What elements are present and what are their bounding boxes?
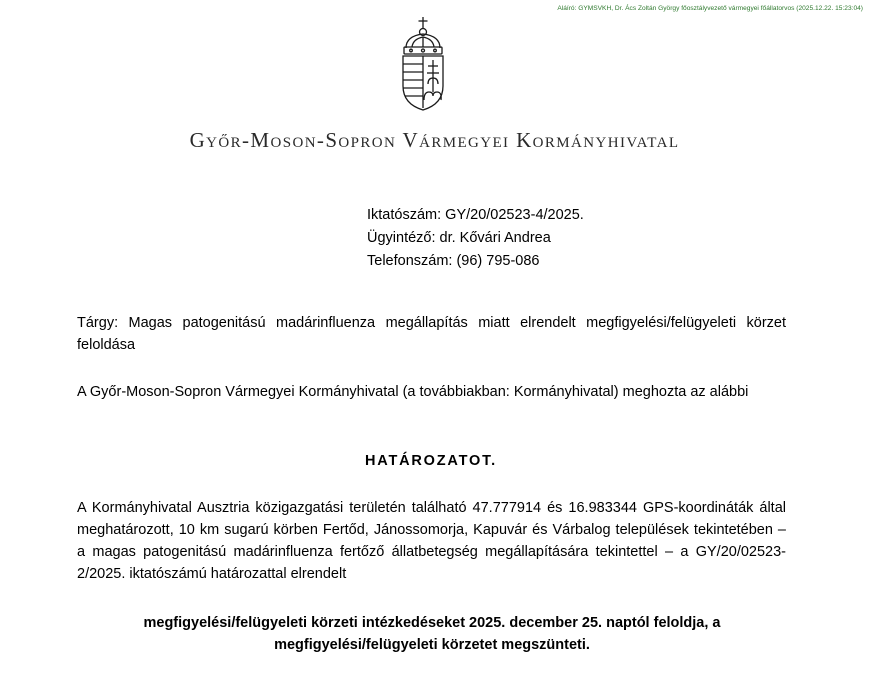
- phone-number: Telefonszám: (96) 795-086: [367, 253, 540, 269]
- ruling-statement: megfigyelési/felügyeleti körzeti intézkedéseket 2025. december 25. naptól feloldja, a megfigyelési/felügyeleti körzetet megszünteti.: [143, 615, 721, 653]
- file-number: Iktatószám: GY/20/02523-4/2025.: [367, 207, 584, 223]
- decision-heading: HATÁROZATOT.: [365, 453, 497, 469]
- document-metadata: [367, 204, 584, 273]
- digital-signature-line: Aláíró: GYMSVKH, Dr. Ács Zoltán György főosztályvezető vármegyei főállatorvos (2025.12.22. 15:23:04): [557, 5, 863, 12]
- subject-line: Tárgy: Magas patogenitású madárinfluenza megállapítás miatt elrendelt megfigyelési/felügyeleti körzet feloldása: [77, 315, 786, 353]
- hungarian-coat-of-arms-icon: [394, 16, 452, 112]
- intro-paragraph: A Győr-Moson-Sopron Vármegyei Kormányhivatal (a továbbiakban: Kormányhivatal) meghozta az alábbi: [77, 384, 749, 400]
- issuing-office-name: Győr-Moson-Sopron Vármegyei Kormányhivatal: [189, 128, 680, 152]
- case-officer: Ügyintéző: dr. Kővári Andrea: [367, 230, 551, 246]
- decision-body-paragraph: A Kormányhivatal Ausztria közigazgatási területén található 47.777914 és 16.983344 GPS-koordináták által meghatározott, 10 km sugarú körben Fertőd, Jánossomorja, Kapuvár és Várbalog települések tekintetében – a magas patogenitású madárinfluenza fertőző állatbetegség megállapítására tekintettel – a GY/20/02523-2/2025. iktatószámú határozattal elrendelt: [77, 500, 786, 582]
